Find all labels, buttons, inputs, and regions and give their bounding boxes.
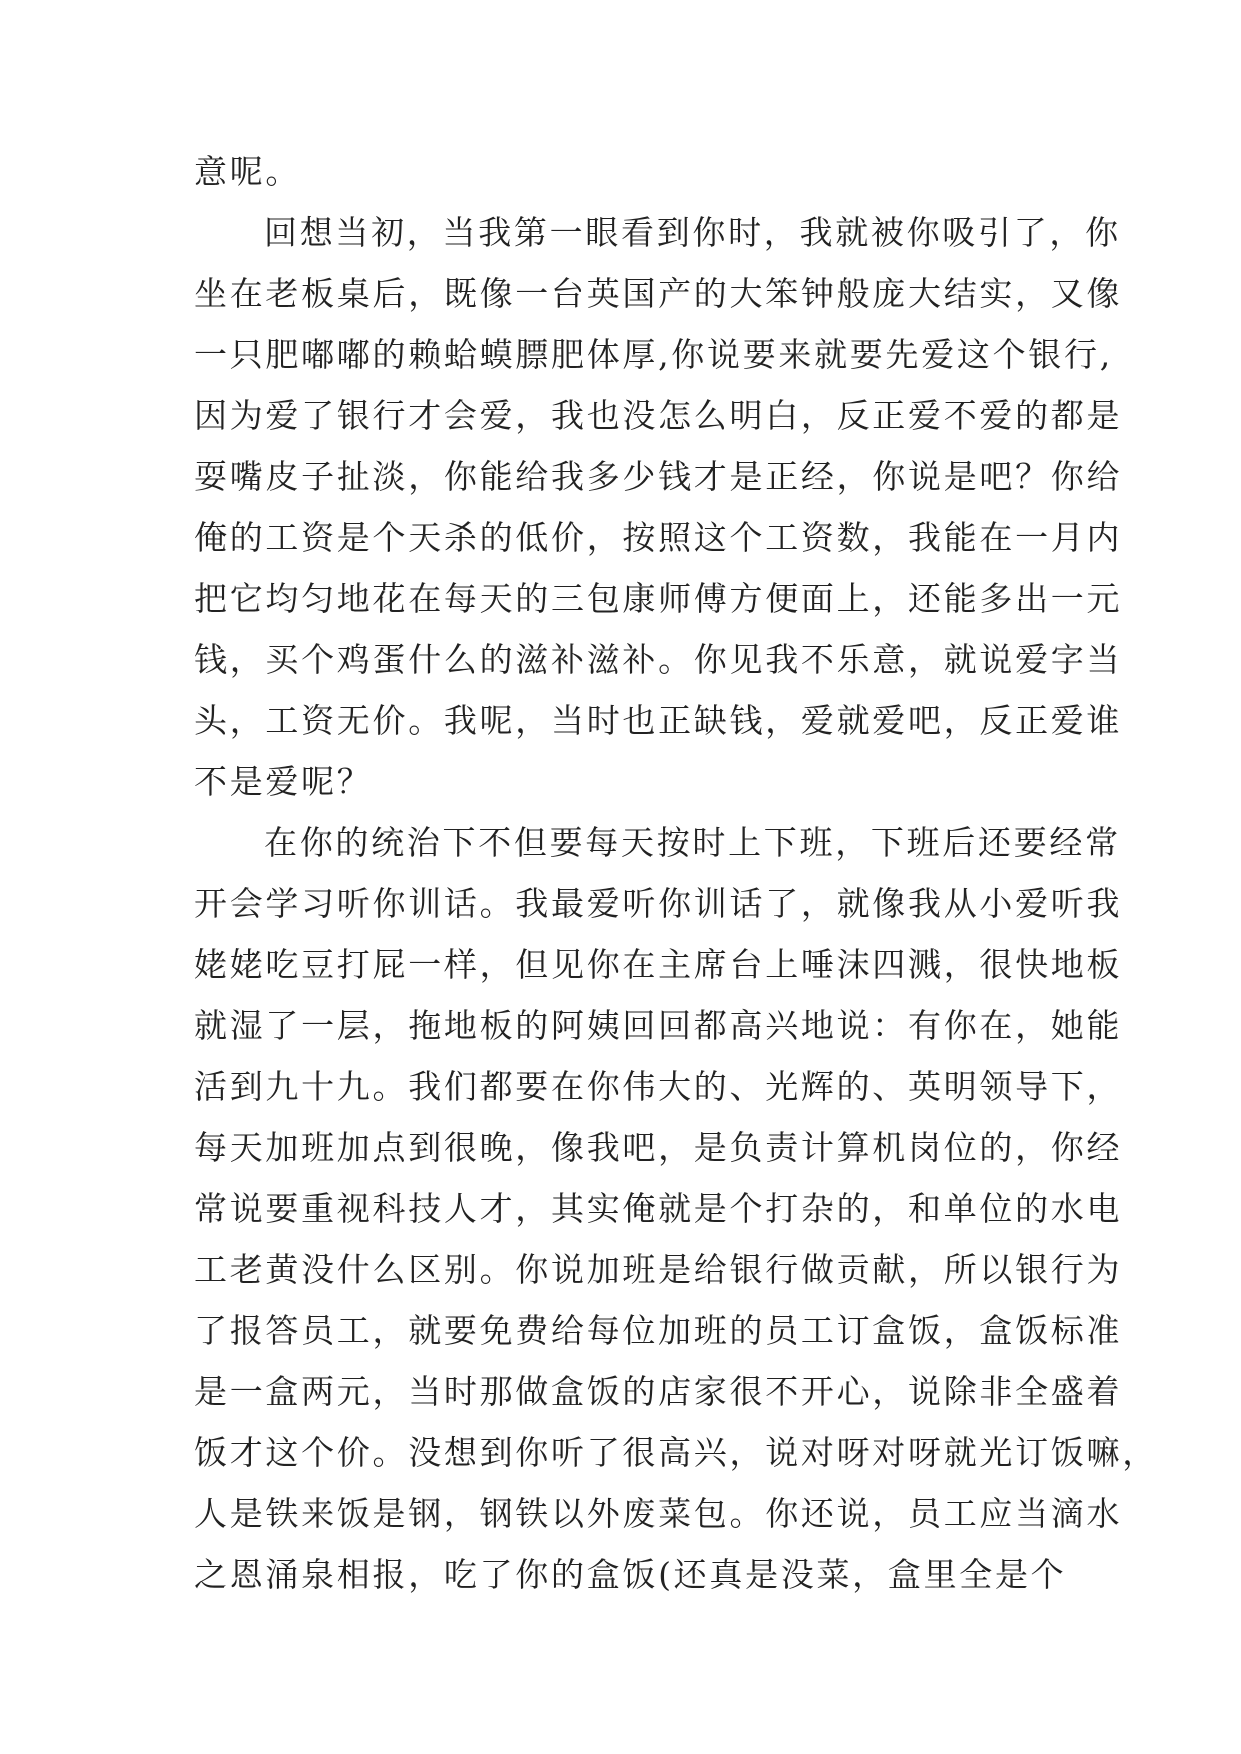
text-line: 因为爱了银行才会爱，我也没怎么明白，反正爱不爱的都是 xyxy=(194,396,1123,435)
text-line: 每天加班加点到很晚，像我吧，是负责计算机岗位的，你经 xyxy=(194,1128,1123,1167)
text-line: 饭才这个价。没想到你听了很高兴，说对呀对呀就光订饭嘛， xyxy=(194,1433,1158,1472)
text-line: 姥姥吃豆打屁一样，但见你在主席台上唾沫四溅，很快地板 xyxy=(194,945,1123,984)
text-line: 就湿了一层，拖地板的阿姨回回都高兴地说：有你在，她能 xyxy=(194,1006,1123,1045)
text-line: 人是铁来饭是钢，钢铁以外废菜包。你还说，员工应当滴水 xyxy=(194,1494,1123,1533)
text-line: 工老黄没什么区别。你说加班是给银行做贡献，所以银行为 xyxy=(194,1250,1123,1289)
text-line: 常说要重视科技人才，其实俺就是个打杂的，和单位的水电 xyxy=(194,1189,1123,1228)
text-line: 活到九十九。我们都要在你伟大的、光辉的、英明领导下， xyxy=(194,1067,1123,1106)
text-line: 坐在老板桌后，既像一台英国产的大笨钟般庞大结实，又像 xyxy=(194,274,1123,313)
text-line: 意呢。 xyxy=(194,152,302,191)
text-line: 了报答员工，就要免费给每位加班的员工订盒饭，盒饭标准 xyxy=(194,1311,1123,1350)
text-line: 在你的统治下不但要每天按时上下班，下班后还要经常 xyxy=(264,823,1121,862)
text-line: 头，工资无价。我呢，当时也正缺钱，爱就爱吧，反正爱谁 xyxy=(194,701,1123,740)
text-line: 回想当初，当我第一眼看到你时，我就被你吸引了，你 xyxy=(264,213,1121,252)
text-line: 开会学习听你训话。我最爱听你训话了，就像我从小爱听我 xyxy=(194,884,1123,923)
text-line: 之恩涌泉相报，吃了你的盒饭(还真是没菜，盒里全是个 xyxy=(194,1555,1067,1594)
text-line: 一只肥嘟嘟的赖蛤蟆膘肥体厚,你说要来就要先爱这个银行, xyxy=(194,335,1113,374)
body-text xyxy=(194,152,1158,1617)
text-line: 把它均匀地花在每天的三包康师傅方便面上，还能多出一元 xyxy=(194,579,1123,618)
text-line: 俺的工资是个天杀的低价，按照这个工资数，我能在一月内 xyxy=(194,518,1123,557)
text-line: 不是爱呢？ xyxy=(194,762,373,801)
text-line: 钱，买个鸡蛋什么的滋补滋补。你见我不乐意，就说爱字当 xyxy=(194,640,1123,679)
text-line: 耍嘴皮子扯淡，你能给我多少钱才是正经，你说是吧？你给 xyxy=(194,457,1123,496)
text-line: 是一盒两元，当时那做盒饭的店家很不开心，说除非全盛着 xyxy=(194,1372,1123,1411)
